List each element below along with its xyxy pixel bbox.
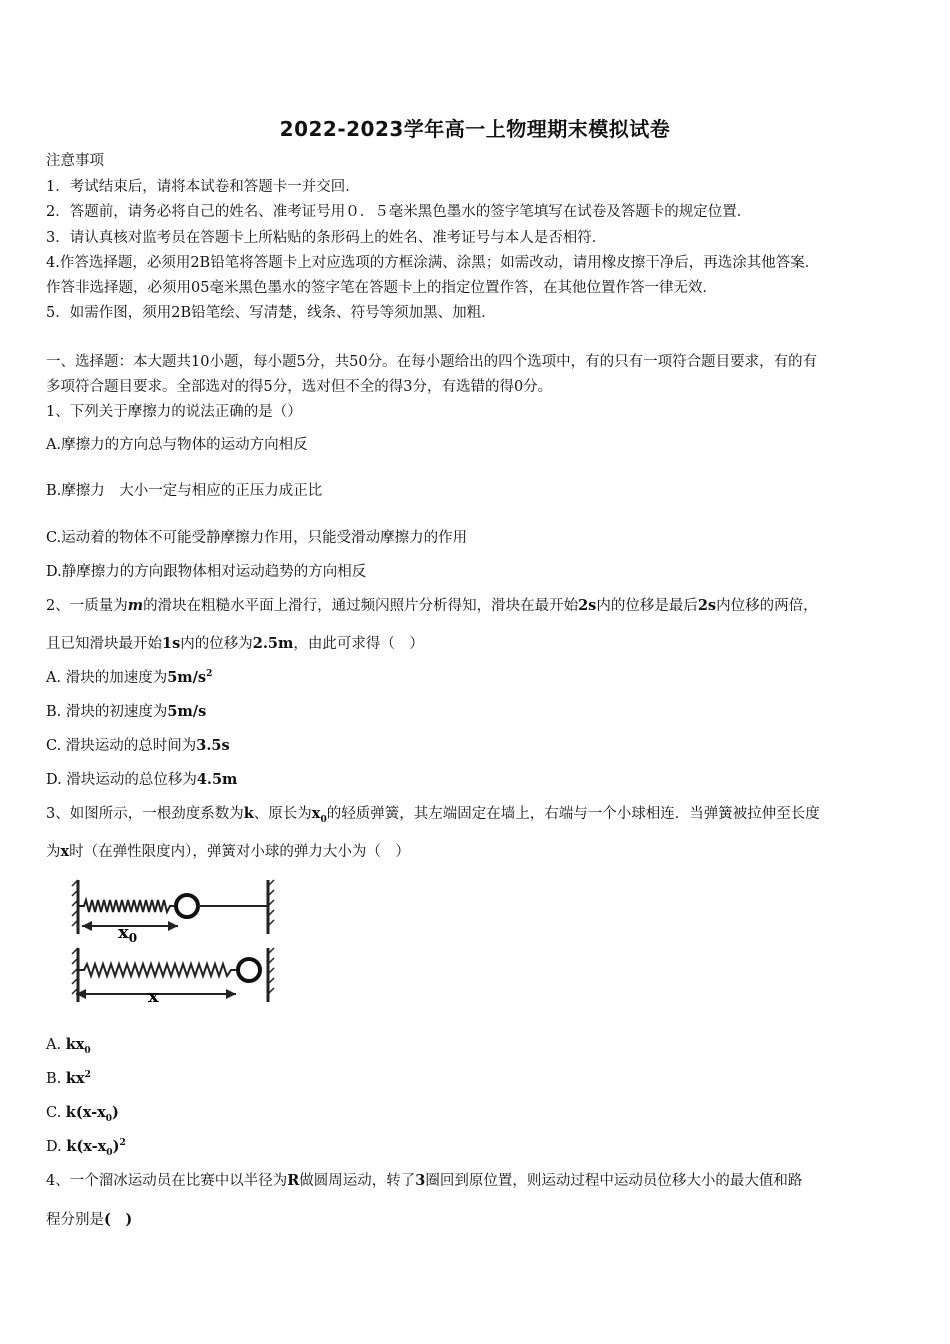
q3-stem-line-2 <box>46 842 410 862</box>
q2-option-b-label: B. 滑块的初速度为 <box>46 704 168 720</box>
notice-item-5: 5．如需作图，须用2B铅笔绘、写清楚，线条、符号等须加黑、加粗． <box>46 305 496 321</box>
q4-answer-bracket: ( ) <box>104 1211 133 1228</box>
q2-option-d-label: D. 滑块运动的总位移为 <box>46 772 197 788</box>
q1-option-d: D.静摩擦力的方向跟物体相对运动趋势的方向相反 <box>46 564 367 580</box>
q3-option-a-value: kx <box>65 1036 85 1053</box>
notice-item-2: 2．答题前，请务必将自己的姓名、准考证号用０．５毫米黑色墨水的签字笔填写在试卷及答题卡的规定位置． <box>46 204 752 220</box>
q2-stem-line-1 <box>46 596 818 616</box>
section-intro-line-2: 多项符合题目要求。全部选对的得5分，选对但不全的得3分，有选错的得0分。 <box>46 379 553 395</box>
q2-time-value: 2s <box>578 597 597 614</box>
q3-option-b-label: B. <box>46 1071 66 1087</box>
wall-left-top <box>72 880 78 934</box>
q3-stem-line-1 <box>46 804 820 824</box>
ball-top <box>176 895 198 917</box>
q3-text: 的轻质弹簧，其左端固定在墙上，右端与一个小球相连．当弹簧被拉伸至长度 <box>326 806 820 822</box>
spring-stretched <box>78 964 238 976</box>
spring-relaxed <box>78 900 176 912</box>
q3-option-d-value: k(x-x <box>66 1138 107 1155</box>
q3-text: 3、如图所示，一根劲度系数为 <box>46 806 244 822</box>
q2-option-d <box>46 770 237 790</box>
q3-text: 、原长为 <box>253 806 312 822</box>
q2-distance-value: 2.5m <box>252 635 294 652</box>
q3-option-a-label: A. <box>46 1037 66 1053</box>
q2-time-value: 2s <box>697 597 717 614</box>
label-x0: $x_0$ <box>118 922 138 945</box>
q2-text: 且已知滑块最开始 <box>46 636 162 652</box>
q2-text: 的滑块在粗糙水平面上滑行，通过频闪照片分析得知，滑块在最开始 <box>143 598 579 614</box>
q3-option-a <box>46 1035 91 1055</box>
q3-text: 时（在弹性限度内），弹簧对小球的弹力大小为（ ） <box>69 844 410 860</box>
q2-option-c-value: 3.5s <box>196 737 230 754</box>
q2-option-c <box>46 736 230 756</box>
q3-x0-symbol: x <box>311 805 321 822</box>
spring-ball-figure <box>70 876 280 1006</box>
q3-option-b <box>46 1069 91 1089</box>
q1-option-c: C.运动着的物体不可能受静摩擦力作用，只能受滑动摩擦力的作用 <box>46 530 468 546</box>
q3-option-c <box>46 1103 119 1123</box>
section-intro-line-1: 一、选择题：本大题共10小题，每小题5分，共50分。在每小题给出的四个选项中，有的只有一项符合题目要求，有的有 <box>46 354 818 370</box>
q2-option-a <box>46 668 212 688</box>
notice-item-4: 4.作答选择题，必须用2B铅笔将答题卡上对应选项的方框涂满、涂黑；如需改动，请用橡皮擦干净后，再选涂其他答案． <box>46 255 820 271</box>
q1-stem: 1、下列关于摩擦力的说法正确的是（） <box>46 404 302 420</box>
q2-text: ，由此可求得（ ） <box>293 636 424 652</box>
q2-option-d-value: 4.5m <box>196 771 238 788</box>
q2-text: 内位移的两倍， <box>716 598 818 614</box>
q3-option-c-close: ) <box>112 1104 119 1121</box>
q3-option-d-subscript: 0 <box>106 1147 113 1158</box>
q4-stem-line-2 <box>46 1210 132 1230</box>
q2-option-a-value: 5m/s <box>167 669 207 686</box>
q3-option-c-value: k(x-x <box>65 1104 106 1121</box>
q3-text: 为 <box>46 844 61 860</box>
q4-radius-symbol: R <box>287 1172 300 1189</box>
q4-text: 圈回到原位置，则运动过程中运动员位移大小的最大值和路 <box>425 1173 803 1189</box>
q2-stem-line-2 <box>46 634 424 654</box>
q3-option-d <box>46 1137 126 1157</box>
q2-mass-symbol: m <box>127 597 144 614</box>
notice-item-3: 3．请认真核对监考员在答题卡上所粘贴的条形码上的姓名、准考证号与本人是否相符． <box>46 230 607 246</box>
q3-option-d-exponent: 2 <box>119 1138 126 1149</box>
q2-option-a-exponent: 2 <box>206 669 213 680</box>
q2-text: 内的位移是最后 <box>596 598 698 614</box>
q3-option-b-value: kx <box>65 1070 85 1087</box>
wall-right-top <box>268 880 274 934</box>
label-x: x <box>148 986 159 1006</box>
q3-option-c-subscript: 0 <box>105 1113 113 1124</box>
q1-option-b: B.摩擦力 大小一定与相应的正压力成正比 <box>46 483 323 499</box>
q3-x0-subscript: 0 <box>320 814 327 825</box>
notice-item-1: 1．考试结束后，请将本试卷和答题卡一并交回． <box>46 179 360 195</box>
q4-text: 4、一个溜冰运动员在比赛中以半径为 <box>46 1173 288 1189</box>
notice-item-4-cont: 作答非选择题，必须用05毫米黑色墨水的签字笔在答题卡上的指定位置作答，在其他位置作答一律无效． <box>46 280 717 296</box>
q3-k-symbol: k <box>243 805 254 822</box>
q2-option-b <box>46 702 206 722</box>
q3-option-a-subscript: 0 <box>84 1045 91 1056</box>
wall-right-bottom <box>268 948 274 1002</box>
q4-turns-value: 3 <box>415 1172 426 1189</box>
q3-option-d-close: ) <box>112 1138 120 1155</box>
page-title: 2022-2023学年高一上物理期末模拟试卷 <box>279 117 671 141</box>
notice-heading: 注意事项 <box>46 153 104 169</box>
q3-option-c-label: C. <box>46 1105 66 1121</box>
q2-text: 内的位移为 <box>180 636 253 652</box>
q2-option-c-label: C. 滑块运动的总时间为 <box>46 738 197 754</box>
length-x0-arrow <box>82 921 178 931</box>
q4-text: 程分别是 <box>46 1212 104 1228</box>
ball-bottom <box>238 959 260 981</box>
q3-x-symbol: x <box>60 843 70 860</box>
q1-option-a: A.摩擦力的方向总与物体的运动方向相反 <box>46 437 308 453</box>
q3-option-d-label: D. <box>46 1139 67 1155</box>
q2-option-a-label: A. 滑块的加速度为 <box>46 670 168 686</box>
q4-stem-line-1 <box>46 1171 802 1191</box>
q2-text: 2、一质量为 <box>46 598 128 614</box>
q3-option-b-exponent: 2 <box>84 1070 91 1081</box>
q2-time-value: 1s <box>162 635 181 652</box>
q4-text: 做圆周运动，转了 <box>299 1173 416 1189</box>
q2-option-b-value: 5m/s <box>167 703 207 720</box>
